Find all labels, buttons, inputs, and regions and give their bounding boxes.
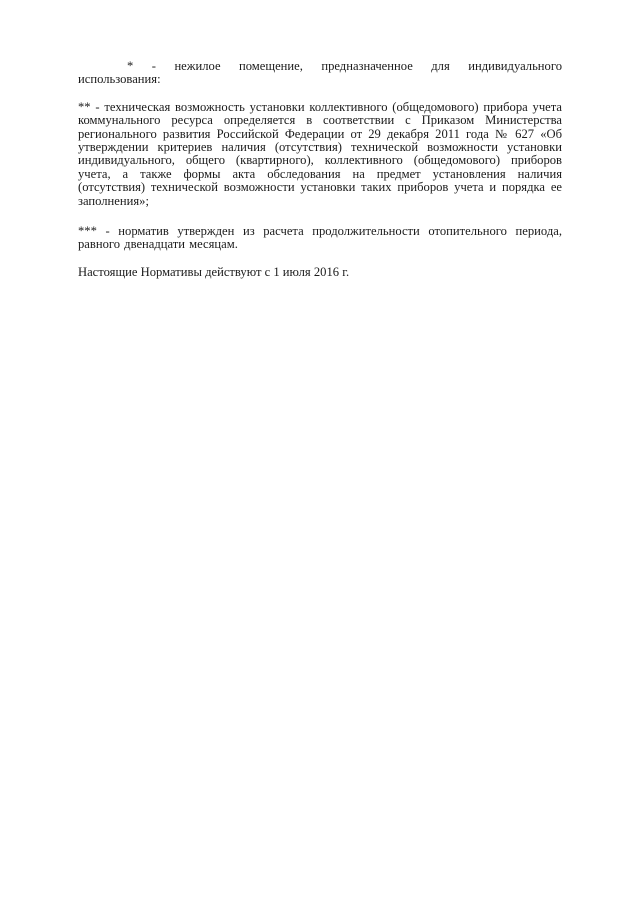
footnote-single-asterisk: * - нежилое помещение, предназначенное для индивидуального использования: [78, 59, 562, 87]
footnote-triple-asterisk: *** - норматив утвержден из расчета продолжительности отопительного периода, равного двенадцати месяцам. [78, 224, 562, 252]
effective-date-note: Настоящие Нормативы действуют с 1 июля 2016 г. [78, 264, 350, 279]
footnote-double-asterisk: ** - техническая возможность установки коллективного (общедомового) прибора учета коммунального ресурса определяется в соответствии с Приказом Министерства регионального развития Российской Федерации от 29 декабря 2011 года № 627 «Об утверждении критериев наличия (отсутствия) технической возможности установки индивидуального, общего (квартирного), коллективного (общедомового) приборов учета, а также формы акта обследования на предмет установления наличия (отсутствия) технической возможности установки таких приборов учета и порядка ее заполнения»; [78, 99, 562, 208]
